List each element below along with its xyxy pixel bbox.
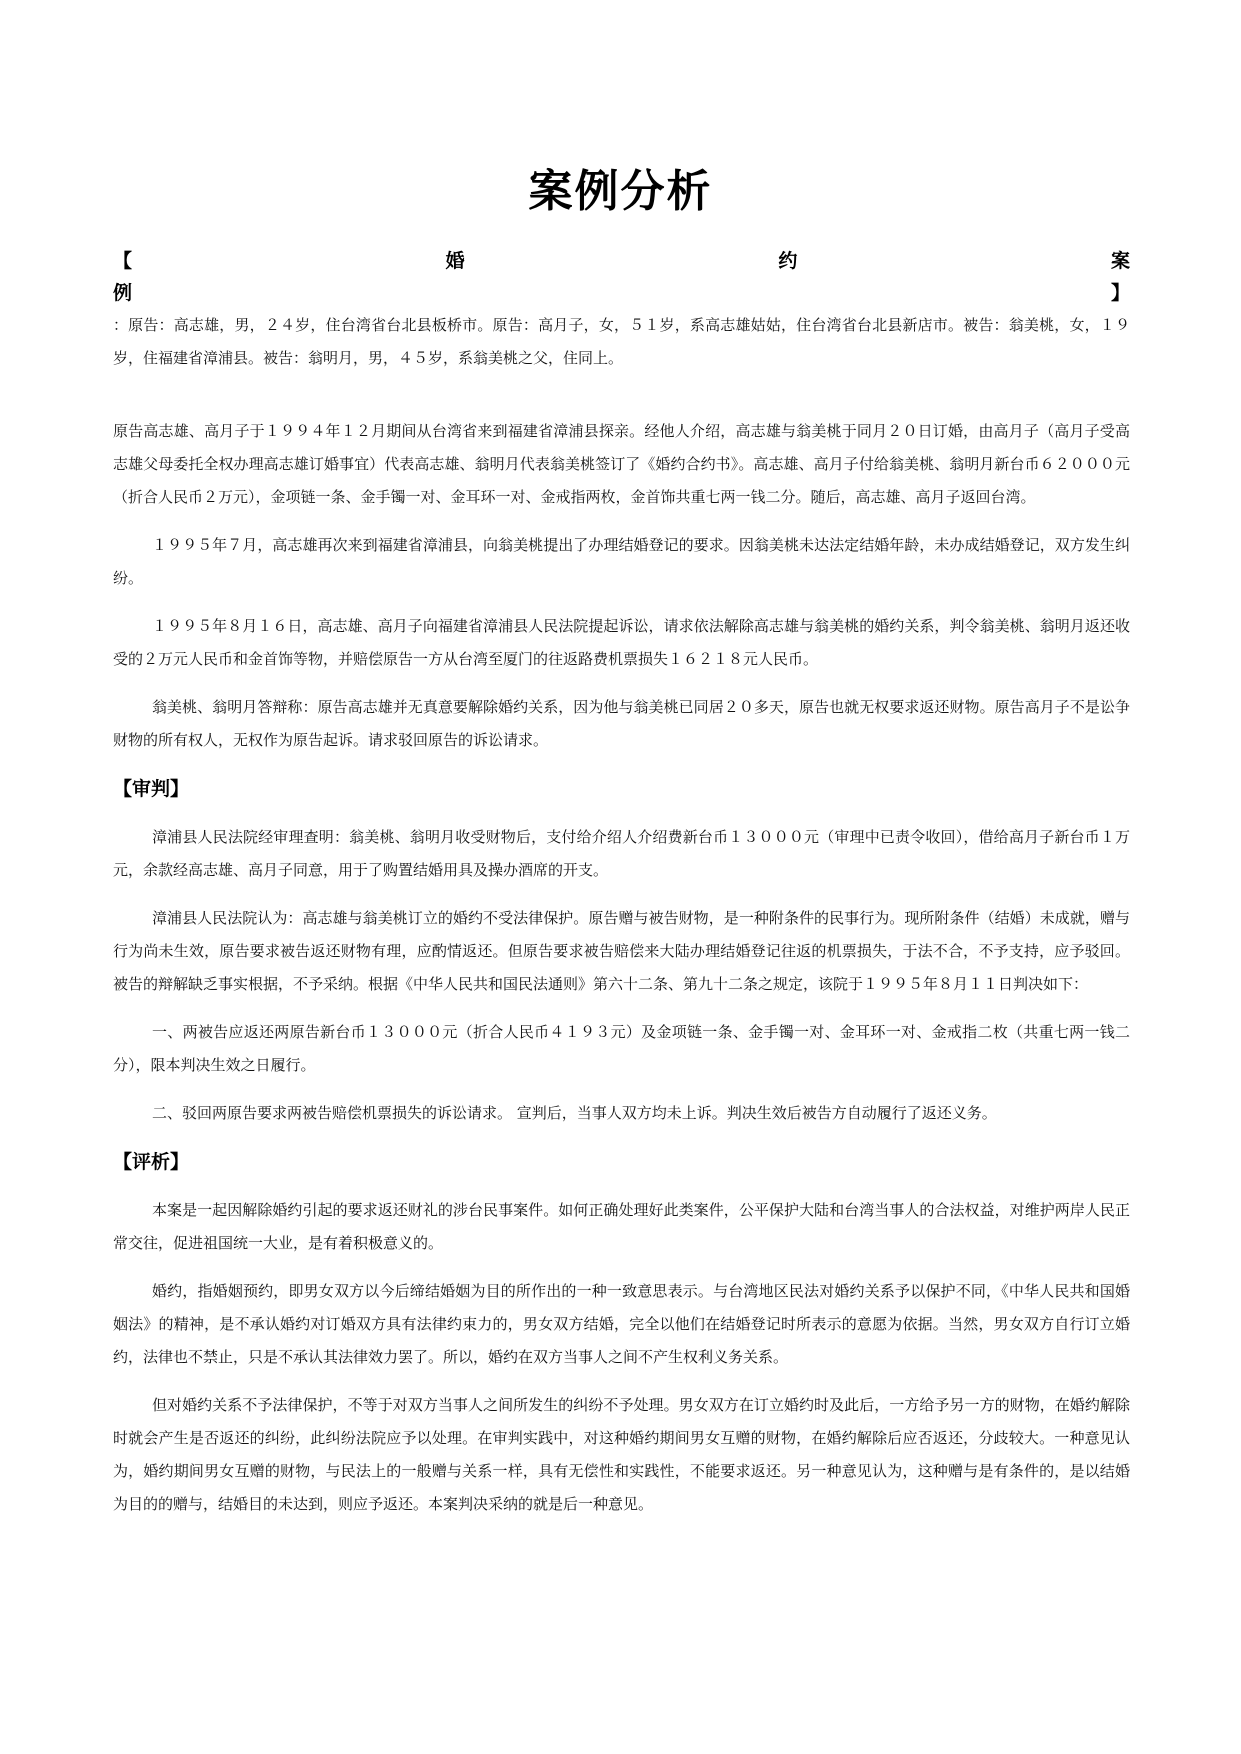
spacer bbox=[113, 1001, 1130, 1016]
spacer bbox=[113, 1130, 1130, 1145]
case-heading-char: 约 bbox=[778, 250, 798, 272]
spacer bbox=[113, 676, 1130, 691]
analysis-heading: 【评析】 bbox=[113, 1151, 190, 1173]
spacer bbox=[113, 1179, 1130, 1194]
facts-paragraph: １９９５年８月１６日，高志雄、高月子向福建省漳浦县人民法院提起诉讼，请求依法解除高志雄与翁美桃的婚约关系，判令翁美桃、翁明月返还收受的２万元人民币和金首饰等物，并赔偿原告一方从台湾至厦门的往返路费机票损失１６２１８元人民币。 bbox=[113, 617, 1130, 668]
trial-heading: 【审判】 bbox=[113, 778, 190, 800]
case-heading-bracket-close: 】 bbox=[1110, 282, 1130, 304]
spacer bbox=[113, 757, 1130, 772]
case-heading-char: 婚 bbox=[445, 250, 465, 272]
case-heading-char: 例 bbox=[113, 282, 133, 304]
trial-paragraph: 二、驳回两原告要求两被告赔偿机票损失的诉讼请求。 宣判后，当事人双方均未上诉。判决生效后被告方自动履行了返还义务。 bbox=[152, 1104, 997, 1122]
parties-paragraph: ：原告：高志雄，男，２４岁，住台湾省台北县板桥市。原告：高月子，女，５１岁，系高志雄姑姑，住台湾省台北县新店市。被告：翁美桃，女，１９岁，住福建省漳浦县。被告：翁明月，男，４５岁，系翁美桃之父，住同上。 bbox=[113, 316, 1130, 367]
spacer bbox=[113, 595, 1130, 610]
analysis-paragraph: 本案是一起因解除婚约引起的要求返还财礼的涉台民事案件。如何正确处理好此类案件，公平保护大陆和台湾当事人的合法权益，对维护两岸人民正常交往，促进祖国统一大业，是有着积极意义的。 bbox=[113, 1201, 1130, 1252]
spacer bbox=[113, 1082, 1130, 1097]
spacer bbox=[113, 887, 1130, 902]
spacer bbox=[113, 514, 1130, 529]
analysis-paragraph: 但对婚约关系不予法律保护，不等于对双方当事人之间所发生的纠纷不予处理。男女双方在订立婚约时及此后，一方给予另一方的财物，在婚约解除时就会产生是否返还的纠纷，此纠纷法院应予以处理。在审判实践中，对这种婚约期间男女互赠的财物，在婚约解除后应否返还，分歧较大。一种意见认为，婚约期间男女互赠的财物，与民法上的一般赠与关系一样，具有无偿性和实践性，不能要求返还。另一种意见认为，这种赠与是有条件的，是以结婚为目的的赠与，结婚目的未达到，则应予返还。本案判决采纳的就是后一种意见。 bbox=[113, 1396, 1130, 1513]
spacer bbox=[113, 1374, 1130, 1389]
spacer bbox=[113, 1260, 1130, 1275]
spacer bbox=[113, 806, 1130, 821]
spacer bbox=[113, 375, 1130, 415]
document-title: 案例分析 bbox=[528, 166, 713, 217]
case-heading-line-2 bbox=[113, 277, 1130, 309]
trial-paragraph: 一、两被告应返还两原告新台币１３０００元（折合人民币４１９３元）及金项链一条、金手镯一对、金耳环一对、金戒指二枚（共重七两一钱二分），限本判决生效之日履行。 bbox=[113, 1023, 1130, 1074]
case-heading-char: 案 bbox=[1110, 250, 1130, 272]
case-heading-line-1 bbox=[113, 245, 1130, 277]
trial-paragraph: 漳浦县人民法院认为：高志雄与翁美桃订立的婚约不受法律保护。原告赠与被告财物，是一种附条件的民事行为。现所附条件（结婚）未成就，赠与行为尚未生效，原告要求被告返还财物有理，应酌情返还。但原告要求被告赔偿来大陆办理结婚登记往返的机票损失，于法不合，不予支持，应予驳回。被告的辩解缺乏事实根据，不予采纳。根据《中华人民共和国民法通则》第六十二条、第九十二条之规定，该院于１９９５年８月１１日判决如下： bbox=[113, 909, 1130, 993]
trial-paragraph: 漳浦县人民法院经审理查明：翁美桃、翁明月收受财物后，支付给介绍人介绍费新台币１３０００元（审理中已责令收回），借给高月子新台币１万元，余款经高志雄、高月子同意，用于了购置结婚用具及操办酒席的开支。 bbox=[113, 828, 1130, 879]
facts-paragraph: 翁美桃、翁明月答辩称：原告高志雄并无真意要解除婚约关系，因为他与翁美桃已同居２０多天，原告也就无权要求返还财物。原告高月子不是讼争财物的所有权人，无权作为原告起诉。请求驳回原告的诉讼请求。 bbox=[113, 698, 1130, 749]
analysis-paragraph: 婚约，指婚姻预约，即男女双方以今后缔结婚姻为目的所作出的一种一致意思表示。与台湾地区民法对婚约关系予以保护不同，《中华人民共和国婚姻法》的精神，是不承认婚约对订婚双方具有法律约束力的，男女双方结婚，完全以他们在结婚登记时所表示的意愿为依据。当然，男女双方自行订立婚约，法律也不禁止，只是不承认其法律效力罢了。所以，婚约在双方当事人之间不产生权利义务关系。 bbox=[113, 1282, 1130, 1366]
facts-paragraph: 原告高志雄、高月子于１９９４年１２月期间从台湾省来到福建省漳浦县探亲。经他人介绍，高志雄与翁美桃于同月２０日订婚，由高月子（高月子受高志雄父母委托全权办理高志雄订婚事宜）代表高志雄、翁明月代表翁美桃签订了《婚约合约书》。高志雄、高月子付给翁美桃、翁明月新台币６２０００元（折合人民币２万元），金项链一条、金手镯一对、金耳环一对、金戒指两枚，金首饰共重七两一钱二分。随后，高志雄、高月子返回台湾。 bbox=[113, 422, 1130, 506]
facts-paragraph: １９９５年７月，高志雄再次来到福建省漳浦县，向翁美桃提出了办理结婚登记的要求。因翁美桃未达法定结婚年龄，未办成结婚登记，双方发生纠纷。 bbox=[113, 536, 1130, 587]
document-body bbox=[113, 245, 1130, 1521]
case-heading-bracket-open: 【 bbox=[113, 250, 133, 272]
